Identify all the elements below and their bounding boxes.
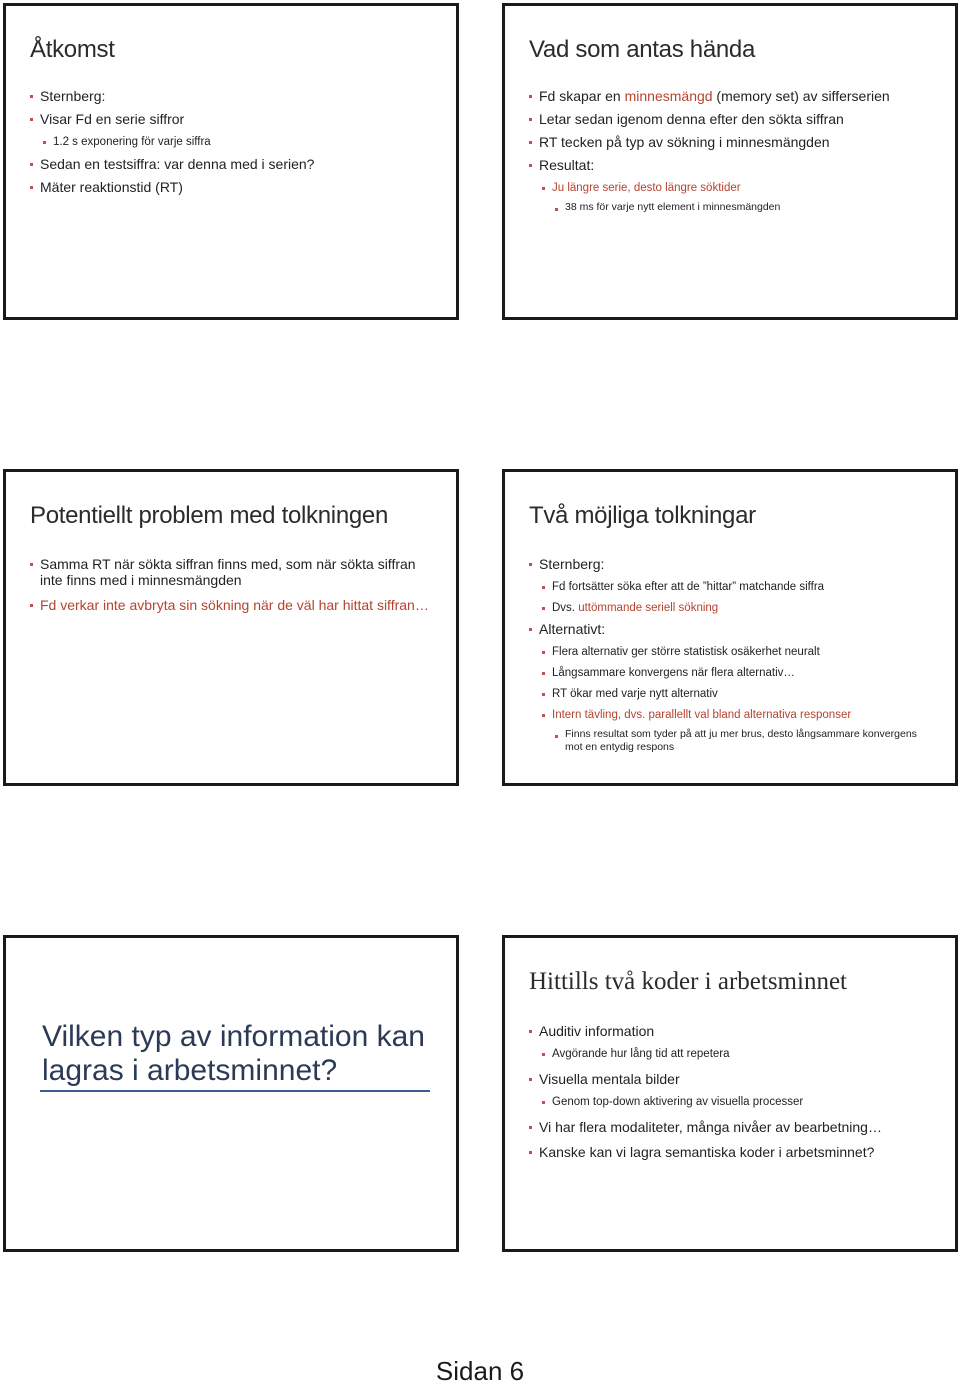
slide-5 <box>3 935 459 1252</box>
sub-bullet-item: Avgörande hur lång tid att repetera <box>542 1046 941 1062</box>
bullet-item: Mäter reaktionstid (RT) <box>30 179 442 195</box>
slide-title: Hittills två koder i arbetsminnet <box>529 968 847 995</box>
page-number: Sidan 6 <box>435 1356 525 1386</box>
bullet-text: Dvs. <box>552 602 579 614</box>
sub-bullet-item: Intern tävling, dvs. parallellt val bland alternativa responser <box>542 707 941 723</box>
slide-title: Potentiellt problem med tolkningen <box>30 502 389 529</box>
bullet-list <box>529 1023 941 1167</box>
highlighted-term: uttömmande seriell sökning <box>578 602 719 614</box>
slide-1 <box>3 3 459 320</box>
sub-sub-bullet-item: Finns resultat som tyder på att ju mer brus, desto långsammare konvergens mot en entydig respons <box>555 728 941 754</box>
sub-bullet-item: Ju längre serie, desto längre söktider <box>542 180 941 196</box>
bullet-item: Auditiv information <box>529 1023 941 1039</box>
sub-bullet-item: 1.2 s exponering för varje siffra <box>43 134 442 150</box>
bullet-item: Letar sedan igenom denna efter den sökta siffran <box>529 111 941 127</box>
sub-bullet-item: Genom top-down aktivering av visuella processer <box>542 1094 941 1110</box>
slide-2 <box>502 3 958 320</box>
sub-bullet-item: Långsammare konvergens när flera alternativ… <box>542 665 941 681</box>
bullet-item: Kanske kan vi lagra semantiska koder i arbetsminnet? <box>529 1144 941 1160</box>
sub-bullet-item: RT ökar med varje nytt alternativ <box>542 686 941 702</box>
bullet-item: Visuella mentala bilder <box>529 1071 941 1087</box>
slide-6 <box>502 935 958 1252</box>
sub-bullet-item <box>542 600 941 616</box>
title-underline <box>40 1090 430 1092</box>
bullet-item: Fd verkar inte avbryta sin sökning när de väl har hittat siffran… <box>30 597 442 613</box>
bullet-list <box>30 556 442 620</box>
bullet-item: Resultat: <box>529 157 941 173</box>
bullet-item: Sternberg: <box>529 556 941 572</box>
bullet-item <box>529 88 941 104</box>
bullet-item: Vi har flera modaliteter, många nivåer av bearbetning… <box>529 1119 941 1135</box>
sub-bullet-item: Fd fortsätter söka efter att de ”hittar” matchande siffra <box>542 579 941 595</box>
bullet-list <box>529 88 941 219</box>
section-title: Vilken typ av information kan lagras i arbetsminnet? <box>42 1020 425 1087</box>
sub-sub-bullet-item: 38 ms för varje nytt element i minnesmängden <box>555 201 941 214</box>
slide-title: Två möjliga tolkningar <box>529 502 756 529</box>
sub-bullet-item: Flera alternativ ger större statistisk osäkerhet neuralt <box>542 644 941 660</box>
bullet-item: Samma RT när sökta siffran finns med, som när sökta siffran inte finns med i minnesmängden <box>30 556 442 588</box>
slide-title: Åtkomst <box>30 36 115 63</box>
bullet-text: (memory set) av sifferserien <box>712 88 890 104</box>
bullet-item: Sedan en testsiffra: var denna med i serien? <box>30 156 442 172</box>
bullet-text: Fd skapar en <box>539 88 625 104</box>
slide-3 <box>3 469 459 786</box>
bullet-list <box>30 88 442 202</box>
bullet-item: Visar Fd en serie siffror <box>30 111 442 127</box>
slide-title: Vad som antas hända <box>529 36 756 63</box>
bullet-item: RT tecken på typ av sökning i minnesmängden <box>529 134 941 150</box>
bullet-item: Sternberg: <box>30 88 442 104</box>
bullet-list <box>529 556 941 759</box>
bullet-item: Alternativt: <box>529 621 941 637</box>
slide-4 <box>502 469 958 786</box>
highlighted-term: minnesmängd <box>624 88 713 104</box>
